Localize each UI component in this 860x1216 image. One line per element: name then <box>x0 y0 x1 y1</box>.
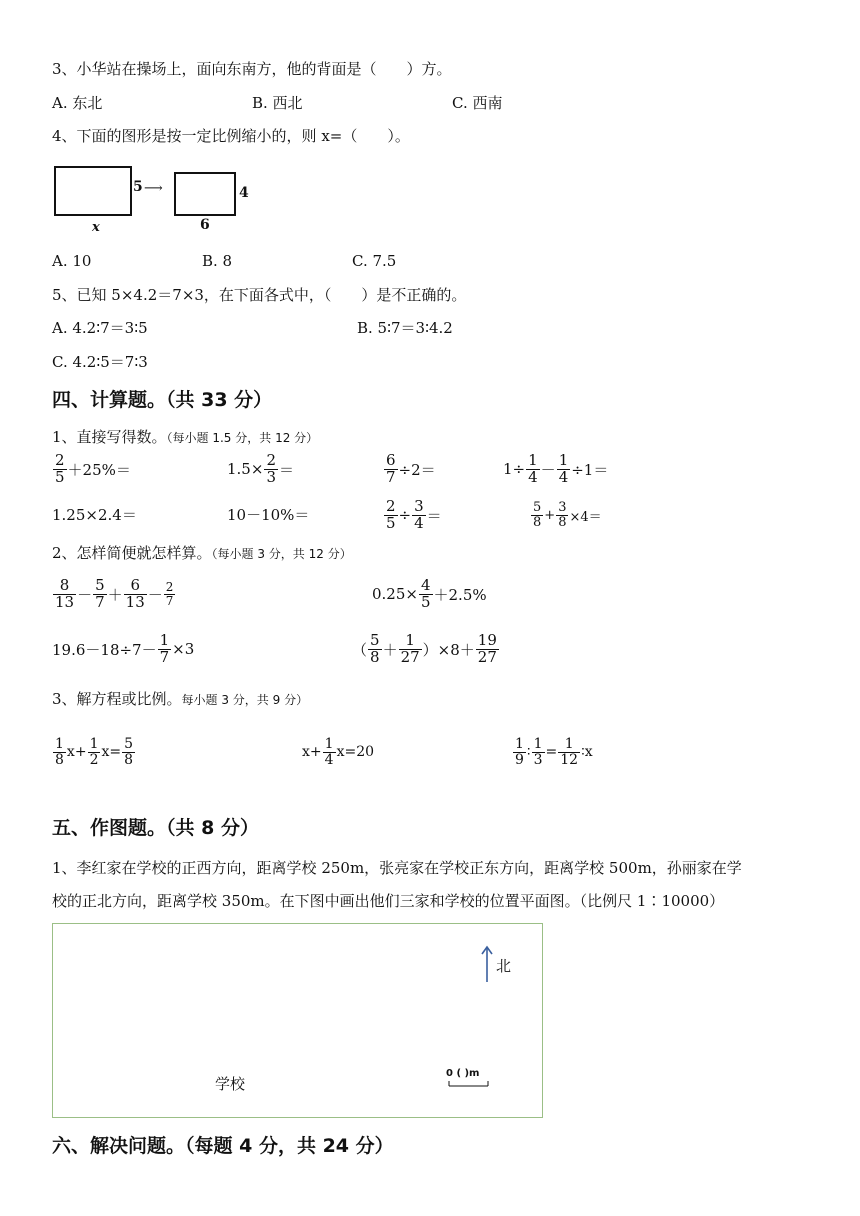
q5-text: 5、已知 5×4.2＝7×3，在下面各式中，（ ）是不正确的。 <box>52 286 467 304</box>
calc-1-6: 10－10%＝ <box>227 506 310 524</box>
p2-title-text: 2、怎样简便就怎样算。 <box>52 544 212 562</box>
section5-title: 五、作图题。（共 8 分） <box>52 817 259 839</box>
q5-option-c: C. 4.2∶5＝7∶3 <box>52 353 148 371</box>
q5-option-b: B. 5∶7＝3∶4.2 <box>357 319 453 337</box>
calc-1-7: $\frac{2}{5}$ ÷ $\frac{3}{4}$ ＝ <box>386 496 442 532</box>
section5-q1-line2: 校的正北方向，距离学校 350m。在下图中画出他们三家和学校的位置平面图。（比例尺 1∶10000） <box>52 892 725 910</box>
q4-option-c: C. 7.5 <box>352 252 397 270</box>
school-label: 学校 <box>215 1075 246 1093</box>
p3-title-text: 3、解方程或比例。 <box>52 690 182 708</box>
label-4: 4 <box>239 185 249 201</box>
p1-title <box>52 430 318 445</box>
p2-title <box>52 546 352 561</box>
calc-1-4: 1÷ $\frac{1}{4}$ － $\frac{1}{4}$ ÷1＝ <box>503 450 609 486</box>
label-5: 5 <box>133 179 143 195</box>
p3-note: 每小题 3 分，共 9 分） <box>181 693 309 707</box>
q3-option-a: A. 东北 <box>52 94 103 112</box>
q4-text: 4、下面的图形是按一定比例缩小的，则 x=（ ）。 <box>52 127 410 145</box>
q5-option-a: A. 4.2∶7＝3∶5 <box>52 319 148 337</box>
calc-1-1: $\frac{2}{5}$ ＋25%＝ <box>55 450 131 486</box>
q3-option-c: C. 西南 <box>452 94 503 112</box>
calc-2-1: $\frac{8}{13}$ － $\frac{5}{7}$ ＋ $\frac{6}{13}$ － $\frac{2}{7}$ <box>55 575 174 611</box>
arrow-right-icon: ⟶ <box>144 181 163 196</box>
equation-3: $\frac{1}{9}$ ∶ $\frac{1}{3}$ = $\frac{1}{12}$ ∶x <box>515 735 593 768</box>
label-6: 6 <box>200 217 210 233</box>
equation-1: $\frac{1}{8}$ x+ $\frac{1}{2}$ x= $\frac{5}{8}$ <box>55 735 134 768</box>
north-label: 北 <box>496 957 512 975</box>
label-x: x <box>92 220 100 235</box>
p3-title <box>52 692 308 707</box>
calc-2-4: （ $\frac{5}{8}$ ＋ $\frac{1}{27}$ ）×8＋ $\frac{19}{27}$ <box>352 630 497 666</box>
north-arrow-icon <box>480 944 496 984</box>
calc-1-5: 1.25×2.4＝ <box>52 506 137 524</box>
q3-text: 3、小华站在操场上，面向东南方，他的背面是（ ）方。 <box>52 60 452 78</box>
scale-label: 0 ( )m <box>446 1068 480 1079</box>
calc-1-8: $\frac{5}{8}$ + $\frac{3}{8}$ ×4＝ <box>533 499 602 530</box>
p1-note: （每小题 1.5 分，共 12 分） <box>166 431 319 445</box>
p1-title-text: 1、直接写得数。 <box>52 428 167 446</box>
calc-2-2: 0.25× $\frac{4}{5}$ ＋2.5% <box>372 575 487 611</box>
large-rectangle <box>54 166 132 216</box>
calc-1-3: $\frac{6}{7}$ ÷2＝ <box>386 450 436 486</box>
section4-title: 四、计算题。（共 33 分） <box>52 389 273 411</box>
small-rectangle <box>174 172 236 216</box>
section6-title: 六、解决问题。（每题 4 分，共 24 分） <box>52 1135 394 1157</box>
scale-bar <box>448 1080 490 1088</box>
p2-note: （每小题 3 分，共 12 分） <box>211 547 352 561</box>
calc-2-3: 19.6－18÷7－ $\frac{1}{7}$ ×3 <box>52 630 195 666</box>
equation-2: x+ $\frac{1}{4}$ x=20 <box>302 735 375 768</box>
q3-option-b: B. 西北 <box>252 94 303 112</box>
section5-q1-line1: 1、李红家在学校的正西方向，距离学校 250m，张亮家在学校正东方向，距离学校 500m，孙丽家在学 <box>52 859 742 877</box>
calc-1-2: 1.5× $\frac{2}{3}$ ＝ <box>227 450 294 486</box>
q4-option-a: A. 10 <box>52 252 92 270</box>
q4-option-b: B. 8 <box>202 252 233 270</box>
map-drawing-area[interactable] <box>52 923 543 1118</box>
